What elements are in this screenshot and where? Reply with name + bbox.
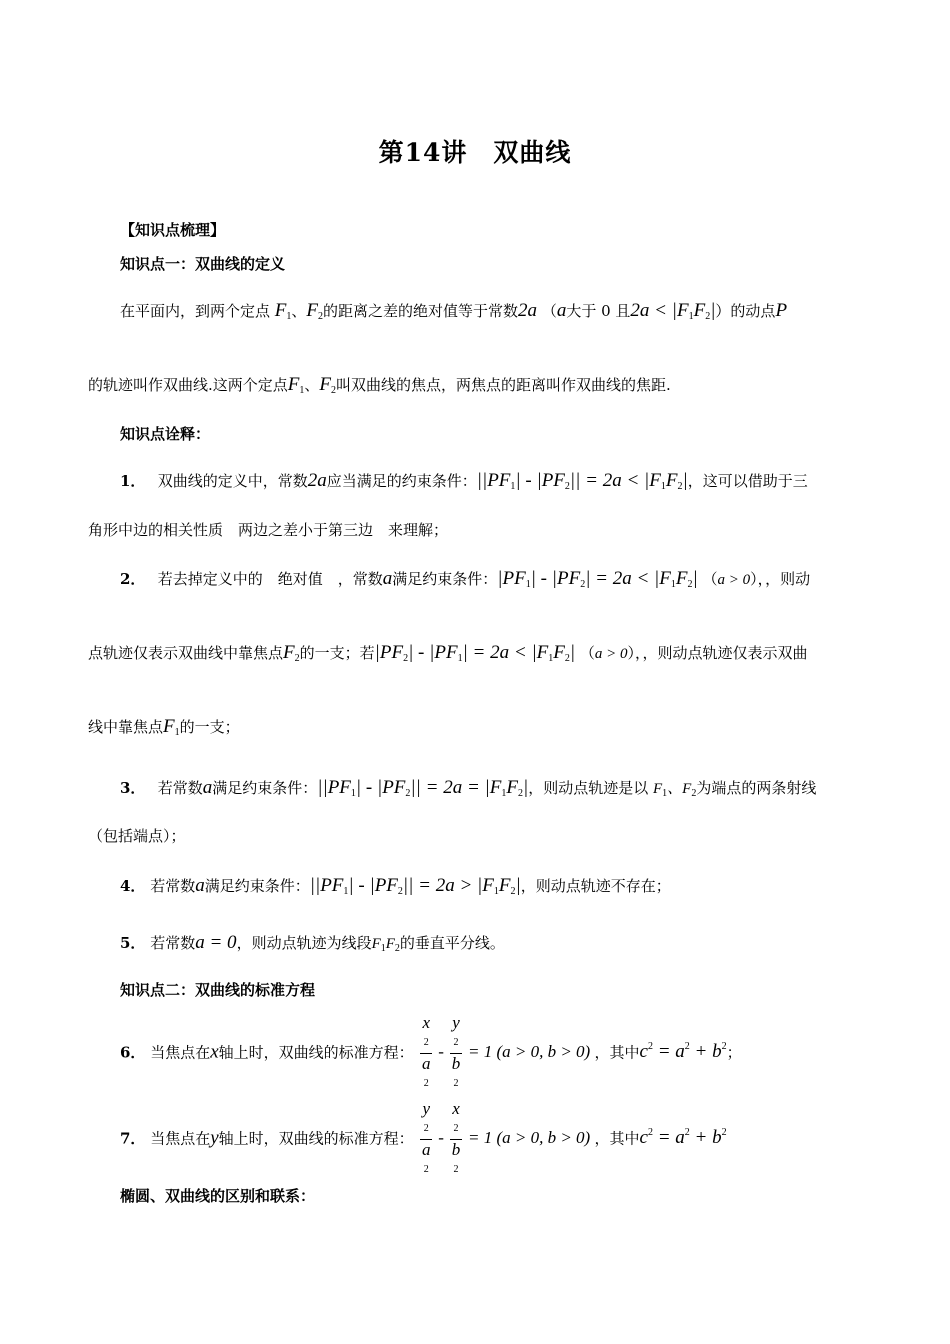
note-item-6	[120, 1013, 742, 1094]
note-item-2-cont: 点轨迹仅表示双曲线中靠焦点$F_2$的一支；若$|PF_2| - |PF_1| = 2a < |F_1F_2|$ （a > 0），，则动点轨迹仅表示双曲	[88, 642, 808, 664]
note-item-3	[120, 777, 816, 799]
note-text: ，则动点轨迹为线段	[236, 934, 372, 952]
note-number: 4．	[120, 877, 146, 895]
note-item-7	[120, 1099, 727, 1180]
formula-a-eq-0: a = 0	[195, 932, 237, 953]
notes-heading: 知识点诠释：	[120, 425, 211, 443]
definition-text-a: 在平面内，到两个定点	[120, 302, 271, 320]
note-text: 若常数	[150, 934, 196, 952]
formula-c2-sum: $c^2 = a^2 + b^2$	[639, 1041, 727, 1063]
note-text: 双曲线的定义中，常数	[157, 472, 308, 490]
formula-abs-diff-eq: $||PF_1| - |PF_2|| = 2a = |F_1F_2|$	[317, 777, 529, 799]
formula-f1: $F_1$	[274, 300, 292, 322]
kp1-heading: 知识点一：双曲线的定义	[120, 255, 286, 273]
note-item-2-end	[88, 716, 240, 738]
note-text: 的一支；	[179, 718, 240, 736]
page-title: 第14讲 双曲线	[378, 138, 572, 167]
note-text: ，则动点轨迹是以	[528, 779, 649, 797]
note-text: ，这可以借助于三	[687, 472, 808, 490]
formula-f2: $F_2$	[319, 374, 337, 396]
formula-f1-f2-endpoints: $F_1$、$F_2$	[652, 781, 697, 799]
note-number: 7．	[120, 1129, 146, 1148]
formula-abs-diff-gt: $||PF_1| - |PF_2|| = 2a > |F_1F_2|$	[309, 875, 521, 897]
note-text: 线中靠焦点	[88, 718, 164, 736]
definition-line-1: 在平面内，到两个定点 $F_1$、$F_2$的距离之差的绝对值等于常数2a （a大于 0 且$2a < |F_1F_2|$）的动点P	[120, 300, 788, 322]
definition-text-c: 大于 0 且	[566, 302, 631, 320]
formula-f2: $F_2$	[283, 642, 300, 664]
note-text: 应当满足的约束条件：	[326, 472, 477, 490]
formula-a: a	[195, 875, 205, 896]
note-text: 轴上时，双曲线的标准方程：	[218, 1043, 414, 1062]
note-text: ，其中	[594, 1129, 640, 1148]
formula-x: x	[210, 1041, 219, 1063]
formula-hyperbola-x: x 2 a 2 - y 2 b 2 = 1 (a > 0, b > 0)	[421, 1013, 595, 1089]
note-text: 满足约束条件：	[204, 877, 310, 895]
formula-a-gt-0: a > 0	[594, 646, 628, 662]
formula-a: a	[202, 777, 213, 798]
formula-2a: 2a	[518, 300, 538, 321]
note-text: 的垂直平分线。	[399, 934, 505, 952]
note-item-2: 2． 若去掉定义中的 绝对值 ，常数a满足约束条件：$|PF_1| - |PF_2| = 2a < |F_1F_2|$ （a > 0），，则动	[120, 568, 811, 590]
note-text: ，则动	[765, 570, 811, 588]
note-text: ，则动点轨迹不存在；	[520, 877, 671, 895]
note-text: 若去掉定义中的 绝对值 ，常数	[157, 570, 383, 588]
definition-line-2: 的轨迹叫作双曲线.这两个定点$F_1$、$F_2$叫双曲线的焦点，两焦点的距离叫作双曲线的焦距.	[88, 374, 671, 396]
definition-text-f: 叫双曲线的焦点，两焦点的距离叫作双曲线的焦距.	[336, 376, 671, 394]
formula-2a-lt-f1f2: $2a < |F_1F_2|$	[630, 300, 716, 322]
formula-y: y	[210, 1127, 219, 1149]
note-text: 满足约束条件：	[212, 779, 318, 797]
note-number: 5．	[120, 934, 146, 952]
note-item-5	[120, 932, 505, 954]
note-text: 若常数	[157, 779, 203, 797]
formula-p: P	[775, 300, 788, 321]
formula-f1: $F_1$	[163, 716, 180, 738]
note-number: 2．	[120, 570, 138, 588]
note-text: 为端点的两条射线	[696, 779, 817, 797]
note-number: 6．	[120, 1043, 146, 1062]
formula-f1: $F_1$	[287, 374, 305, 396]
note-text: 若常数	[150, 877, 196, 895]
note-text: ；	[726, 1043, 742, 1062]
note-item-1-cont: 角形中边的相关性质 两边之差小于第三边 来理解；	[88, 521, 449, 539]
note-item-3-cont: （包括端点）；	[88, 827, 186, 845]
note-number: 3．	[120, 779, 138, 797]
note-text: 满足约束条件：	[392, 570, 498, 588]
formula-hyperbola-y: y 2 a 2 - x 2 b 2 = 1 (a > 0, b > 0)	[421, 1099, 595, 1175]
footer-heading: 椭圆、双曲线的区别和联系：	[120, 1187, 316, 1205]
formula-a-gt-0: a > 0	[717, 572, 751, 588]
note-text: 当焦点在	[150, 1043, 211, 1062]
formula-c2-sum: $c^2 = a^2 + b^2$	[639, 1127, 727, 1149]
formula-f1f2-segment: $F_1F_2$	[371, 936, 400, 954]
formula-f2: $F_2$	[306, 300, 324, 322]
note-item-1	[120, 470, 808, 492]
definition-text-d: ）的动点	[715, 302, 776, 320]
note-text: 轴上时，双曲线的标准方程：	[218, 1129, 414, 1148]
note-number: 1．	[120, 472, 138, 490]
formula-a: a	[556, 300, 567, 321]
formula-2a: 2a	[307, 470, 327, 491]
note-text: ，则动点轨迹仅表示双曲	[642, 644, 808, 662]
note-text: 点轨迹仅表示双曲线中靠焦点	[88, 644, 284, 662]
note-text: 的一支；若	[299, 644, 375, 662]
formula-abs-diff-lt: $||PF_1| - |PF_2|| = 2a < |F_1F_2|$	[476, 470, 688, 492]
section-header: 【知识点梳理】	[120, 221, 226, 239]
note-item-4	[120, 875, 671, 897]
note-text: 当焦点在	[150, 1129, 211, 1148]
formula-diff-lt: $|PF_1| - |PF_2| = 2a < |F_1F_2|$	[497, 568, 698, 590]
formula-diff-lt-2: $|PF_2| - |PF_1| = 2a < |F_1F_2|$	[374, 642, 576, 664]
note-text: ，其中	[594, 1043, 640, 1062]
formula-a: a	[382, 568, 393, 589]
kp2-heading: 知识点二：双曲线的标准方程	[120, 981, 316, 999]
definition-text-b: 的距离之差的绝对值等于常数	[323, 302, 519, 320]
definition-text-e: 的轨迹叫作双曲线.这两个定点	[88, 376, 288, 394]
